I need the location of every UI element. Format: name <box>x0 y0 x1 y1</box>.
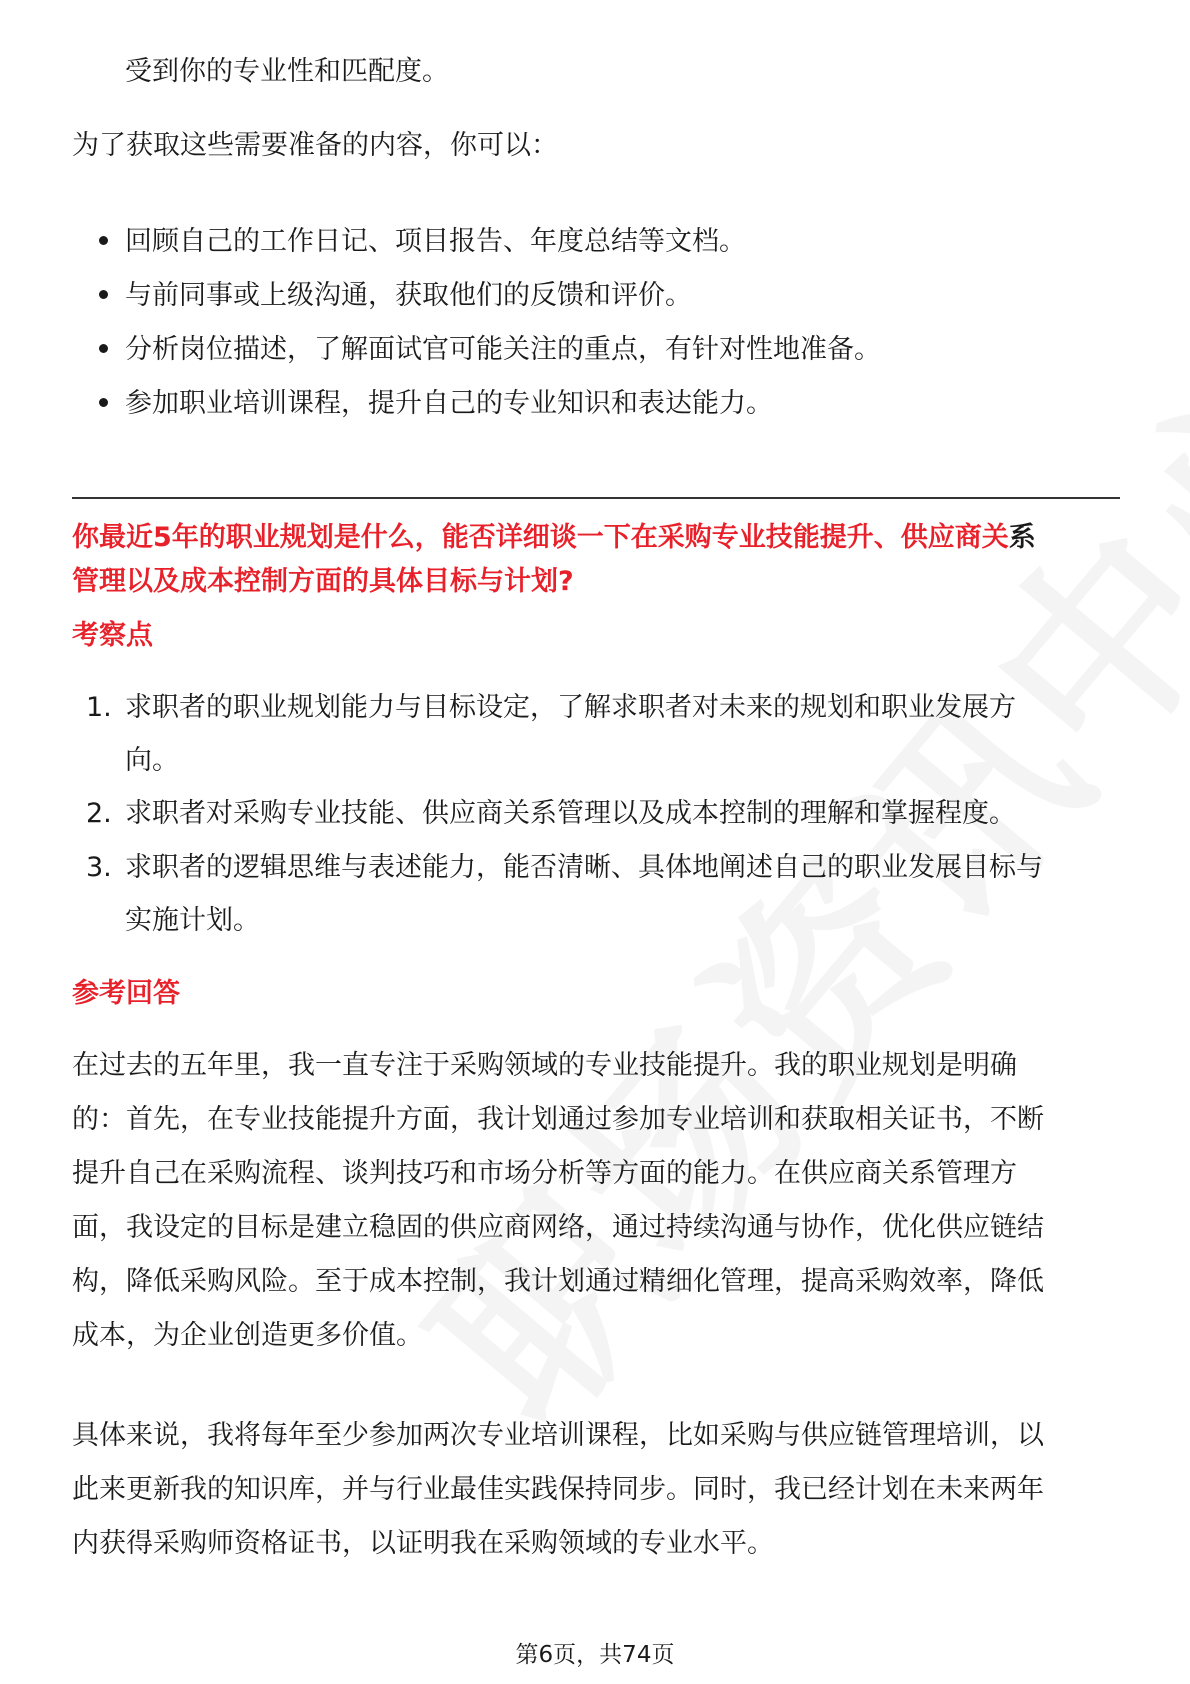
answer-line: 具体来说，我将每年至少参加两次专业培训课程，比如采购与供应链管理培训，以 <box>72 1420 1044 1451</box>
list-item: 分析岗位描述，了解面试官可能关注的重点，有针对性地准备。 <box>125 334 881 365</box>
question-text: 你最近5年的职业规划是什么，能否详细谈一下在采购专业技能提升、供应商关 <box>72 522 1009 553</box>
bullet-icon <box>99 290 108 299</box>
answer-line: 的：首先，在专业技能提升方面，我计划通过参加专业培训和获取相关证书，不断 <box>72 1104 1044 1135</box>
list-number: 1. <box>86 692 112 723</box>
list-item: 与前同事或上级沟通，获取他们的反馈和评价。 <box>125 280 692 311</box>
answer-heading: 参考回答 <box>72 978 180 1009</box>
focus-heading: 考察点 <box>72 620 153 651</box>
bullet-icon <box>99 398 108 407</box>
list-number: 2. <box>86 798 112 829</box>
answer-line: 成本，为企业创造更多价值。 <box>72 1320 423 1351</box>
bullet-icon <box>99 236 108 245</box>
question-line-1 <box>72 520 1036 556</box>
focus-item-line: 求职者对采购专业技能、供应商关系管理以及成本控制的理解和掌握程度。 <box>125 798 1016 829</box>
answer-line: 此来更新我的知识库，并与行业最佳实践保持同步。同时，我已经计划在未来两年 <box>72 1474 1044 1505</box>
list-item: 回顾自己的工作日记、项目报告、年度总结等文档。 <box>125 226 746 257</box>
list-item: 参加职业培训课程，提升自己的专业知识和表达能力。 <box>125 388 773 419</box>
section-divider <box>72 497 1120 499</box>
answer-line: 内获得采购师资格证书，以证明我在采购领域的专业水平。 <box>72 1528 774 1559</box>
answer-line: 构，降低采购风险。至于成本控制，我计划通过精细化管理，提高采购效率，降低 <box>72 1266 1044 1297</box>
answer-line: 提升自己在采购流程、谈判技巧和市场分析等方面的能力。在供应商关系管理方 <box>72 1158 1017 1189</box>
intro-tail: 受到你的专业性和匹配度。 <box>125 56 449 87</box>
focus-item-line: 实施计划。 <box>125 905 260 936</box>
answer-line: 面，我设定的目标是建立稳固的供应商网络，通过持续沟通与协作，优化供应链结 <box>72 1212 1044 1243</box>
list-number: 3. <box>86 852 112 883</box>
prep-intro: 为了获取这些需要准备的内容，你可以： <box>72 130 558 161</box>
question-line-2: 管理以及成本控制方面的具体目标与计划? <box>72 566 574 597</box>
page-number: 第6页，共74页 <box>515 1642 675 1668</box>
bullet-icon <box>99 344 108 353</box>
focus-item-line: 向。 <box>125 745 179 776</box>
focus-item-line: 求职者的逻辑思维与表述能力，能否清晰、具体地阐述自己的职业发展目标与 <box>125 852 1043 883</box>
answer-line: 在过去的五年里，我一直专注于采购领域的专业技能提升。我的职业规划是明确 <box>72 1050 1017 1081</box>
question-text-tail: 系 <box>1008 522 1036 553</box>
focus-item-line: 求职者的职业规划能力与目标设定，了解求职者对未来的规划和职业发展方 <box>125 692 1016 723</box>
